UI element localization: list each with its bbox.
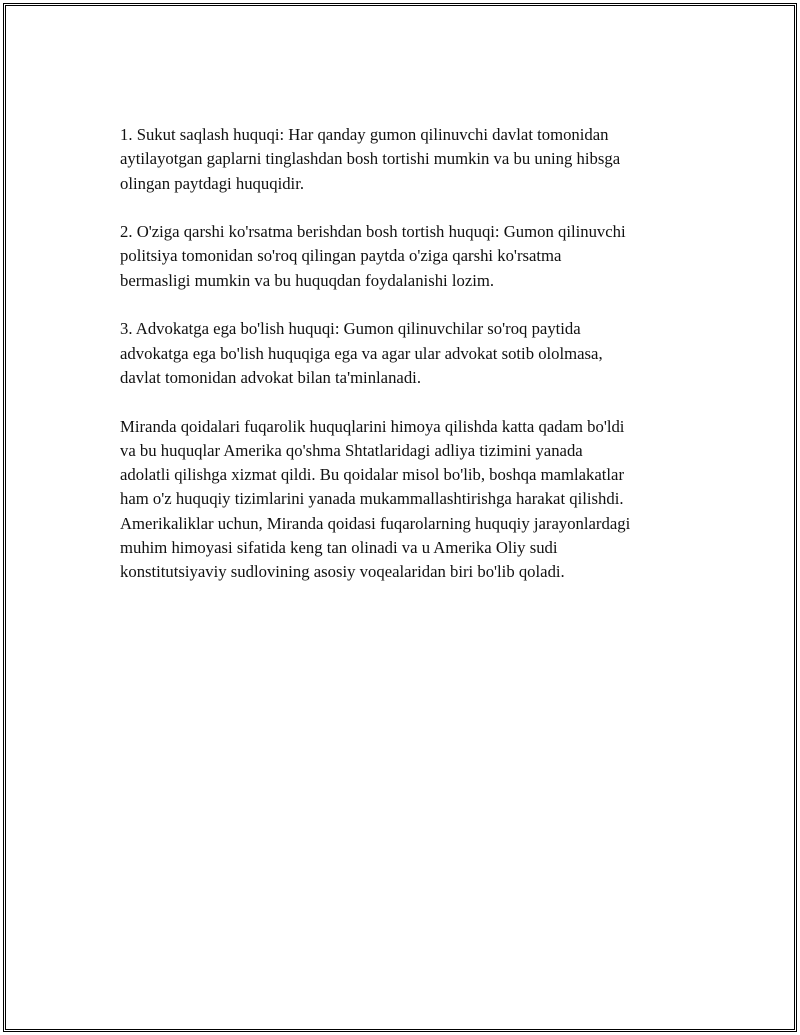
text-line: ham o'z huquqiy tizimlarini yanada mukammallashtirishga harakat qilishdi. [120,489,624,509]
text-line: 3. Advokatga ega bo'lish huquqi: Gumon qilinuvchilar so'roq paytida [120,319,581,339]
text-line: va bu huquqlar Amerika qo'shma Shtatlaridagi adliya tizimini yanada [120,440,583,460]
paragraph-right-to-silence [120,123,695,196]
page-frame [3,3,797,1032]
text-line: politsiya tomonidan so'roq qilingan paytda o'ziga qarshi ko'rsatma [120,246,562,266]
text-line: advokatga ega bo'lish huquqiga ega va agar ular advokat sotib ololmasa, [120,343,603,363]
document-body [120,123,695,609]
paragraph-self-incrimination [120,220,695,293]
text-line: 1. Sukut saqlash huquqi: Har qanday gumon qilinuvchi davlat tomonidan [120,125,609,144]
paragraph-miranda-summary [120,415,695,585]
text-line: bermasligi mumkin va bu huquqdan foydalanishi lozim. [120,270,495,290]
text-line: konstitutsiyaviy sudlovining asosiy voqealaridan biri bo'lib qoladi. [120,562,565,582]
text-line: muhim himoyasi sifatida keng tan olinadi va u Amerika Oliy sudi [120,538,558,558]
paragraph-right-to-attorney [120,317,695,390]
text-line: 2. O'ziga qarshi ko'rsatma berishdan bosh tortish huquqi: Gumon qilinuvchi [120,222,626,242]
text-line: aytilayotgan gaplarni tinglashdan bosh tortishi mumkin va bu uning hibsga [120,149,621,169]
text-line: davlat tomonidan advokat bilan ta'minlanadi. [120,367,421,387]
text-line: adolatli qilishga xizmat qildi. Bu qoidalar misol bo'lib, boshqa mamlakatlar [120,465,625,485]
text-line: olingan paytdagi huquqidir. [120,173,305,193]
text-line: Miranda qoidalari fuqarolik huquqlarini himoya qilishda katta qadam bo'ldi [120,416,625,436]
text-line: Amerikaliklar uchun, Miranda qoidasi fuqarolarning huquqiy jarayonlardagi [120,513,631,533]
